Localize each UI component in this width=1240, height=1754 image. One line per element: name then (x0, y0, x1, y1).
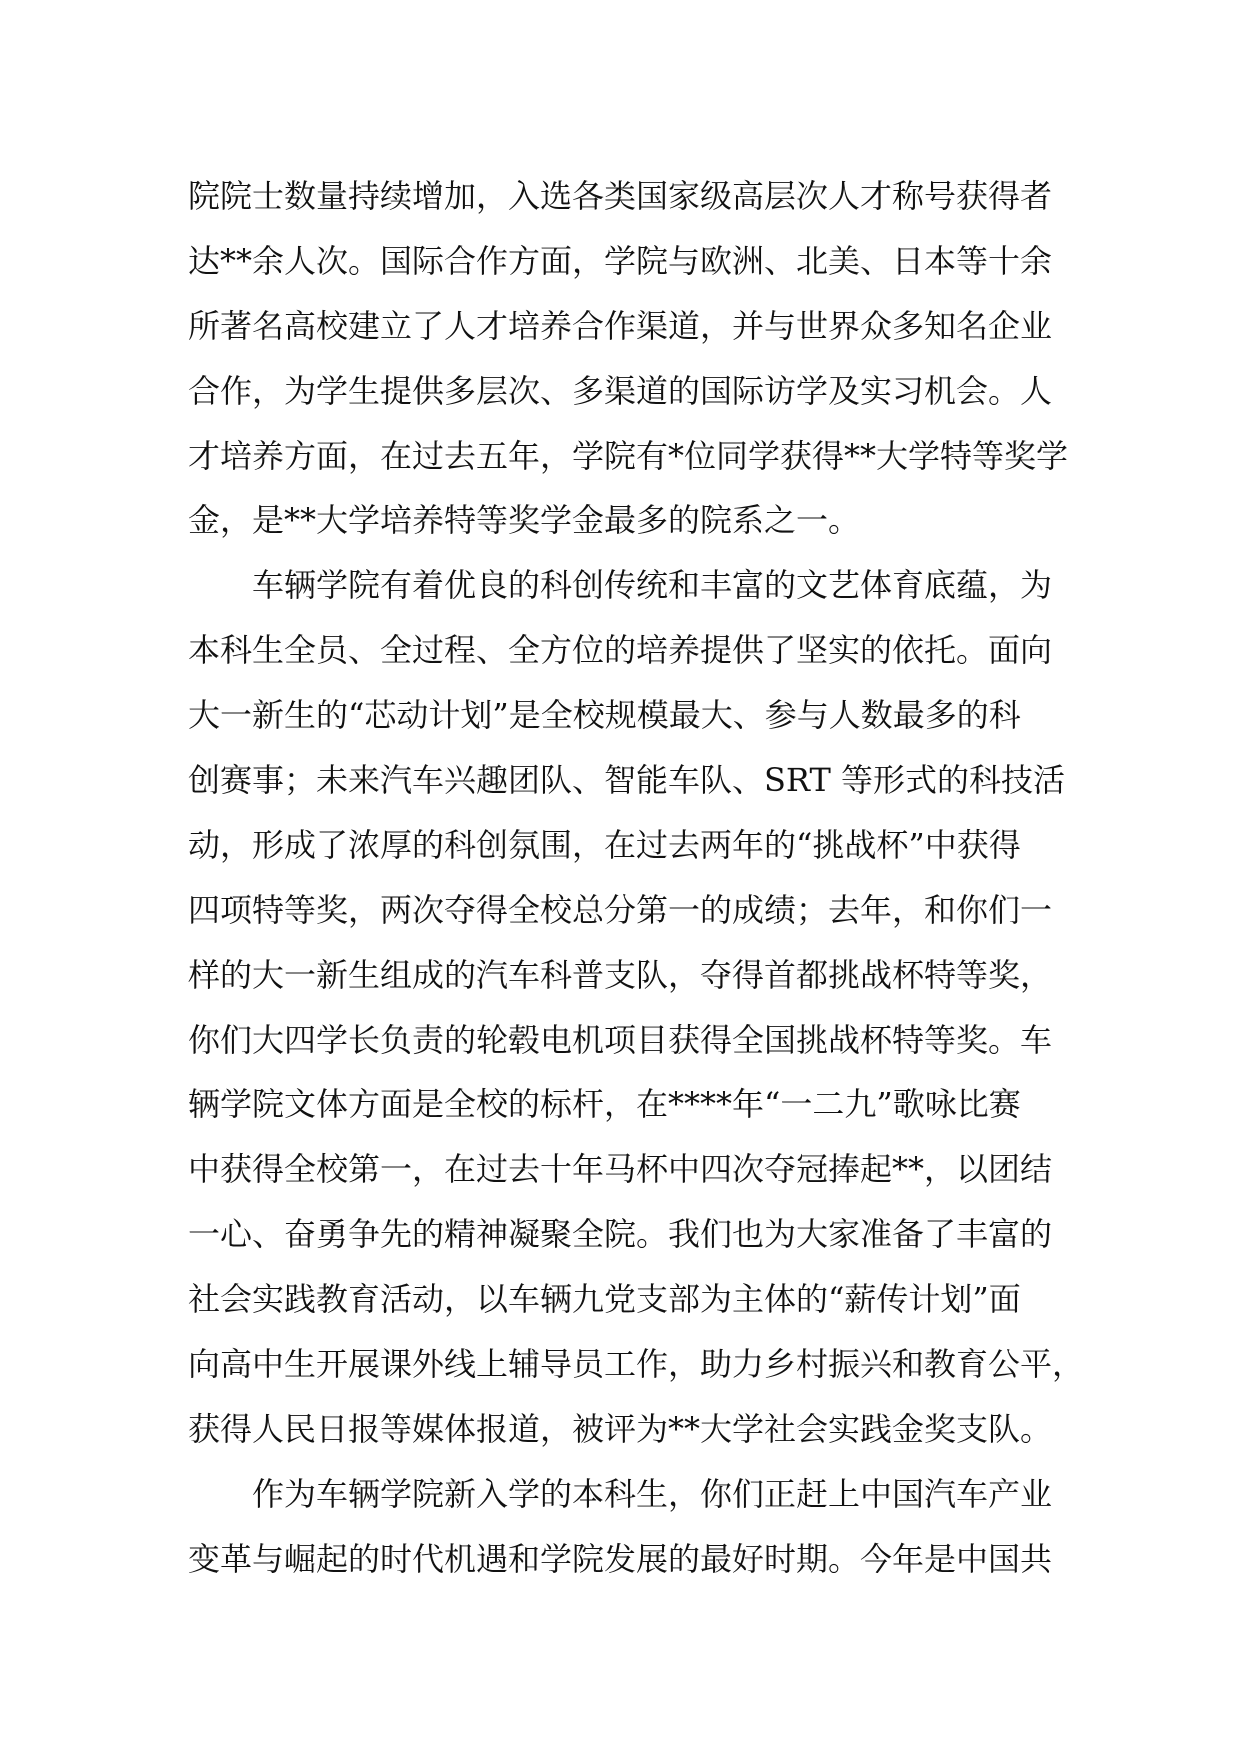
text-line: 动，形成了浓厚的科创氛围，在过去两年的“挑战杯”中获得 (188, 825, 1021, 864)
paragraph-2 (188, 553, 1085, 1461)
document-body (188, 164, 1085, 1592)
text-line: 金，是**大学培养特等奖学金最多的院系之一。 (188, 501, 861, 540)
text-line: 本科生全员、全过程、全方位的培养提供了坚实的依托。面向 (188, 631, 1053, 670)
paragraph-1 (188, 164, 1068, 553)
text-line: 获得人民日报等媒体报道，被评为**大学社会实践金奖支队。 (188, 1409, 1053, 1448)
text-line: 创赛事；未来汽车兴趣团队、智能车队、SRT 等形式的科技活 (188, 761, 1065, 800)
paragraph-3 (188, 1462, 1068, 1592)
text-line: 向高中生开展课外线上辅导员工作，助力乡村振兴和教育公平， (188, 1345, 1085, 1384)
text-line-indented: 作为车辆学院新入学的本科生，你们正赶上中国汽车产业 (252, 1474, 1053, 1513)
text-line: 才培养方面，在过去五年，学院有*位同学获得**大学特等奖学 (188, 436, 1069, 475)
text-line: 四项特等奖，两次夺得全校总分第一的成绩；去年，和你们一 (188, 890, 1053, 929)
text-line: 你们大四学长负责的轮毂电机项目获得全国挑战杯特等奖。车 (188, 1020, 1053, 1059)
text-line: 所著名高校建立了人才培养合作渠道，并与世界众多知名企业 (188, 306, 1053, 345)
text-line: 一心、奋勇争先的精神凝聚全院。我们也为大家准备了丰富的 (188, 1215, 1053, 1254)
text-line: 大一新生的“芯动计划”是全校规模最大、参与人数最多的科 (188, 696, 1021, 735)
text-line: 达**余人次。国际合作方面，学院与欧洲、北美、日本等十余 (188, 241, 1053, 280)
text-line: 院院士数量持续增加，入选各类国家级高层次人才称号获得者 (188, 177, 1053, 215)
text-line: 中获得全校第一，在过去十年马杯中四次夺冠捧起**，以团结 (188, 1150, 1053, 1189)
text-line: 合作，为学生提供多层次、多渠道的国际访学及实习机会。人 (188, 371, 1053, 410)
text-line: 样的大一新生组成的汽车科普支队，夺得首都挑战杯特等奖， (188, 955, 1053, 994)
text-line: 辆学院文体方面是全校的标杆，在****年“一二九”歌咏比赛 (188, 1085, 1021, 1124)
text-line: 变革与崛起的时代机遇和学院发展的最好时期。今年是中国共 (188, 1539, 1053, 1578)
text-line: 社会实践教育活动，以车辆九党支部为主体的“薪传计划”面 (188, 1280, 1021, 1319)
text-line-indented: 车辆学院有着优良的科创传统和丰富的文艺体育底蕴，为 (252, 566, 1053, 605)
